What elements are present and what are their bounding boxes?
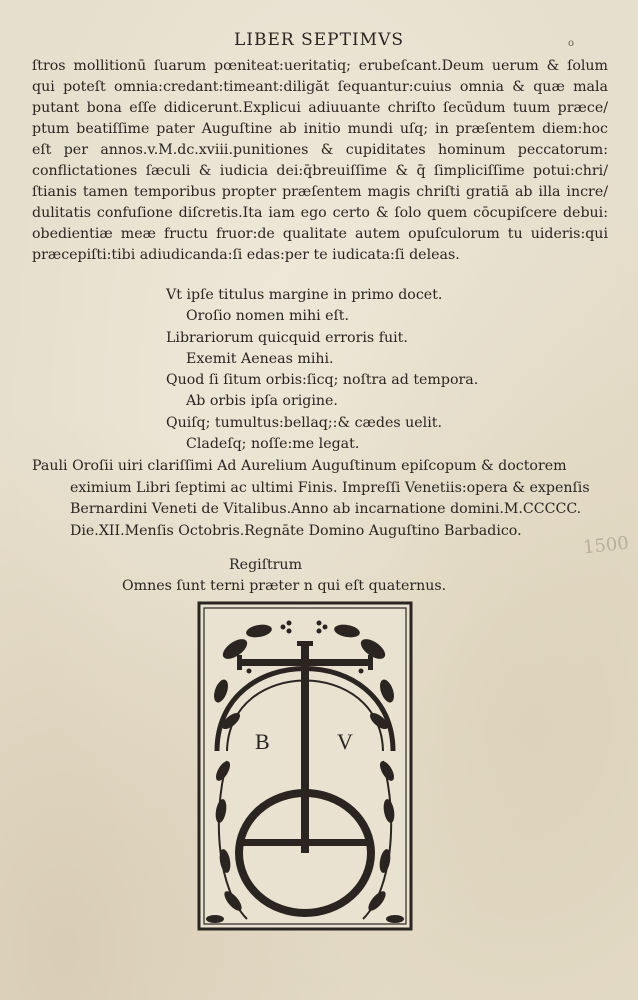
verse-line: Quod ſi ſitum orbis:ſicq; noſtra ad tempora. [166,372,479,389]
folio-mark: o [568,38,575,49]
initial-b: B [255,729,270,754]
page-title: LIBER SEPTIMVS [234,30,404,50]
verse-line: Vt ipſe titulus margine in primo docet. [166,287,443,303]
prose-line: conflictationes ſæculi & iudicia dei:q̄breuiſſime & q̄ ſimpliciſſime potui:chri/ [32,163,608,179]
prose-line: obedientiæ meæ fructu fruor:de qualitate autem opuſculorum tu uideris:qui [32,226,608,242]
colophon-line: Die.XII.Menſis Octobris.Regnāte Domino Auguſtino Barbadico. [70,522,522,539]
prose-line: ptum beatiſſime pater Auguſtine ab initio mundi uſq; in præſentem diem:hoc [32,121,608,137]
prose-line: ſtros mollitionū ſuarum pœniteat:ueritatiq; erubeſcant.Deum uerum & ſolum [32,58,608,74]
initial-v: V [337,729,353,754]
prose-line: putant bona eſſe didicerunt.Explicui adiuuante chriſto ſecūdum tuum præce/ [32,100,608,116]
printer-mark-woodcut [197,601,413,931]
verse-line: Exemit Aeneas mihi. [186,350,334,367]
registrum-note: Omnes ſunt terni præter n qui eſt quaternus. [122,578,447,594]
colophon-line: Bernardini Veneti de Vitalibus.Anno ab incarnatione domini.M.CCCCC. [70,501,582,517]
registrum-heading: Regiſtrum [229,557,303,573]
margin-note: 1500 [582,532,630,559]
verse-line: Librariorum quicquid erroris fuit. [166,329,408,346]
prose-line: præcepiſti:tibi adiudicanda:ſi edas:per te iudicata:ſi deleas. [32,247,460,263]
colophon-line: eximium Libri ſeptimi ac ultimi Finis. Impreſſi Venetiis:opera & expenſis [70,479,590,496]
colophon-line: Pauli Oroſii uiri clariſſimi Ad Aurelium Auguſtinum epiſcopum & doctorem [32,458,567,474]
colophon [32,456,622,542]
verse-line: Cladeſq; noſſe:me legat. [186,436,360,453]
prose-line: eſt per annos.v.M.dc.xviii.punitiones & cupiditates hominum peccatorum: [32,142,608,158]
prose-line: qui poteſt omnia:credant:timeant:diligăt ſequantur:cuius omnia & quæ mala [32,79,608,95]
verse-line: Oroſio nomen mihi eſt. [186,308,350,325]
verse-line: Ab orbis ipſa origine. [186,393,338,410]
prose-line: dulitatis confuſione diſcretis.Ita iam ego certo & ſolo quem cōcupiſcere debui: [32,205,608,221]
prose-line: ſtianis tamen temporibus propter præſentem magis chriſti gratiā ab illa incre/ [32,184,608,200]
verse-line: Quiſq; tumultus:bellaq;:& cædes uelit. [166,414,442,431]
prose-block [32,56,608,266]
verse-block [166,285,478,455]
printer-mark-image [197,601,413,931]
